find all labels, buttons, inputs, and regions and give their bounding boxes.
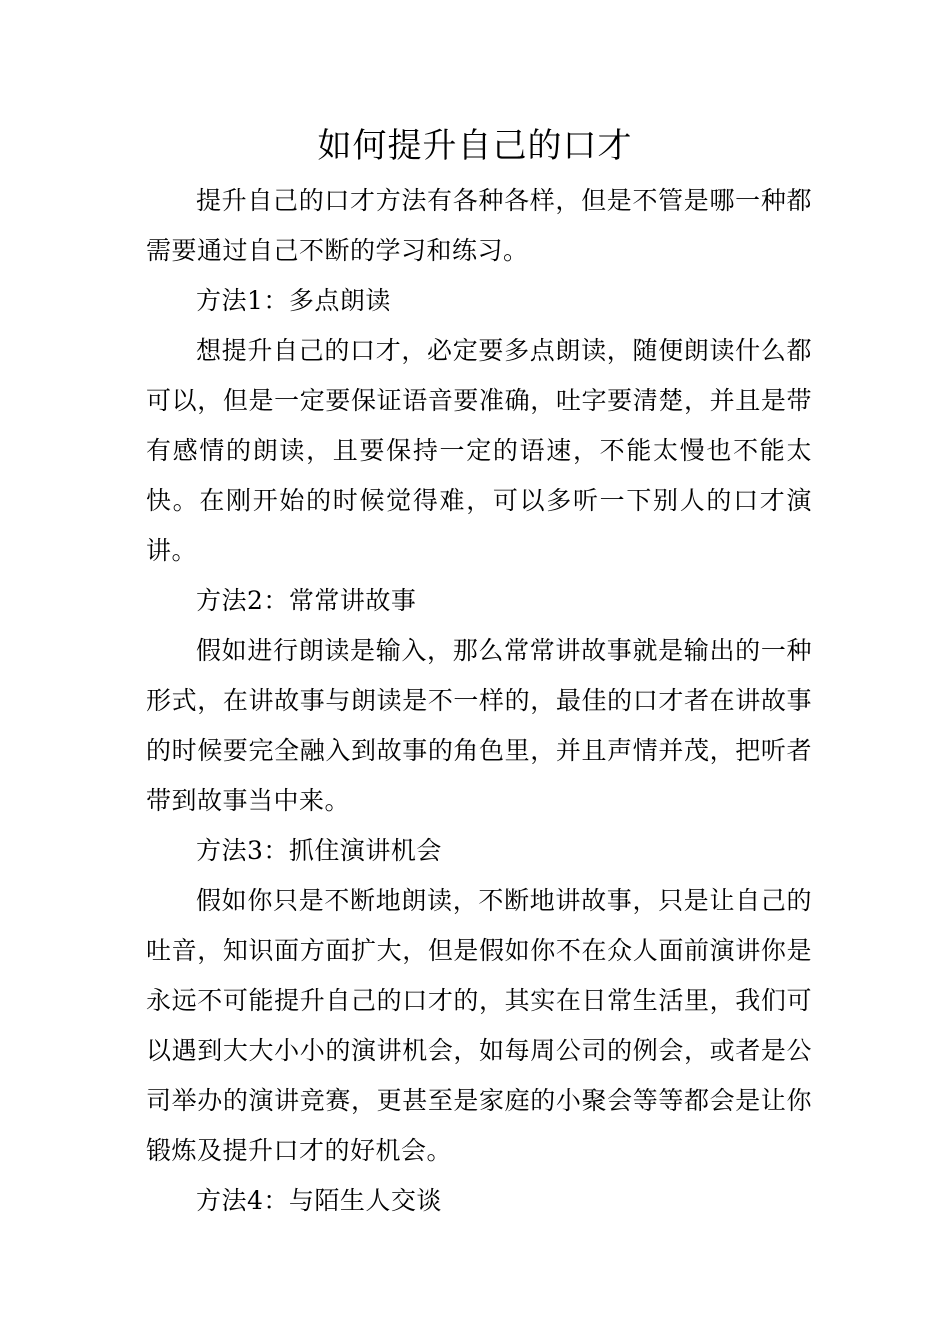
section-heading-3: 方法3：抓住演讲机会 (196, 836, 442, 865)
section-heading-2: 方法2：常常讲故事 (196, 586, 417, 615)
section-heading-1: 方法1：多点朗读 (196, 286, 391, 315)
document-title: 如何提升自己的口才 (317, 126, 633, 166)
section-paragraph-1: 想提升自己的口才，必定要多点朗读，随便朗读什么都可以，但是一定要保证语音要准确，吐字要清楚，并且是带有感情的朗读，且要保持一定的语速，不能太慢也不能太快。在刚开始的时候觉得难，可以多听一下别人的口才演讲。 (146, 336, 812, 565)
section-heading-4: 方法4：与陌生人交谈 (196, 1186, 442, 1215)
document-body (146, 176, 812, 1226)
section-paragraph-2: 假如进行朗读是输入，那么常常讲故事就是输出的一种形式，在讲故事与朗读是不一样的，最佳的口才者在讲故事的时候要完全融入到故事的角色里，并且声情并茂，把听者带到故事当中来。 (146, 636, 812, 815)
section-paragraph-3: 假如你只是不断地朗读，不断地讲故事，只是让自己的吐音，知识面方面扩大，但是假如你不在众人面前演讲你是永远不可能提升自己的口才的，其实在日常生活里，我们可以遇到大大小小的演讲机会，如每周公司的例会，或者是公司举办的演讲竞赛，更甚至是家庭的小聚会等等都会是让你锻炼及提升口才的好机会。 (146, 886, 812, 1165)
intro-paragraph: 提升自己的口才方法有各种各样，但是不管是哪一种都需要通过自己不断的学习和练习。 (146, 186, 812, 265)
